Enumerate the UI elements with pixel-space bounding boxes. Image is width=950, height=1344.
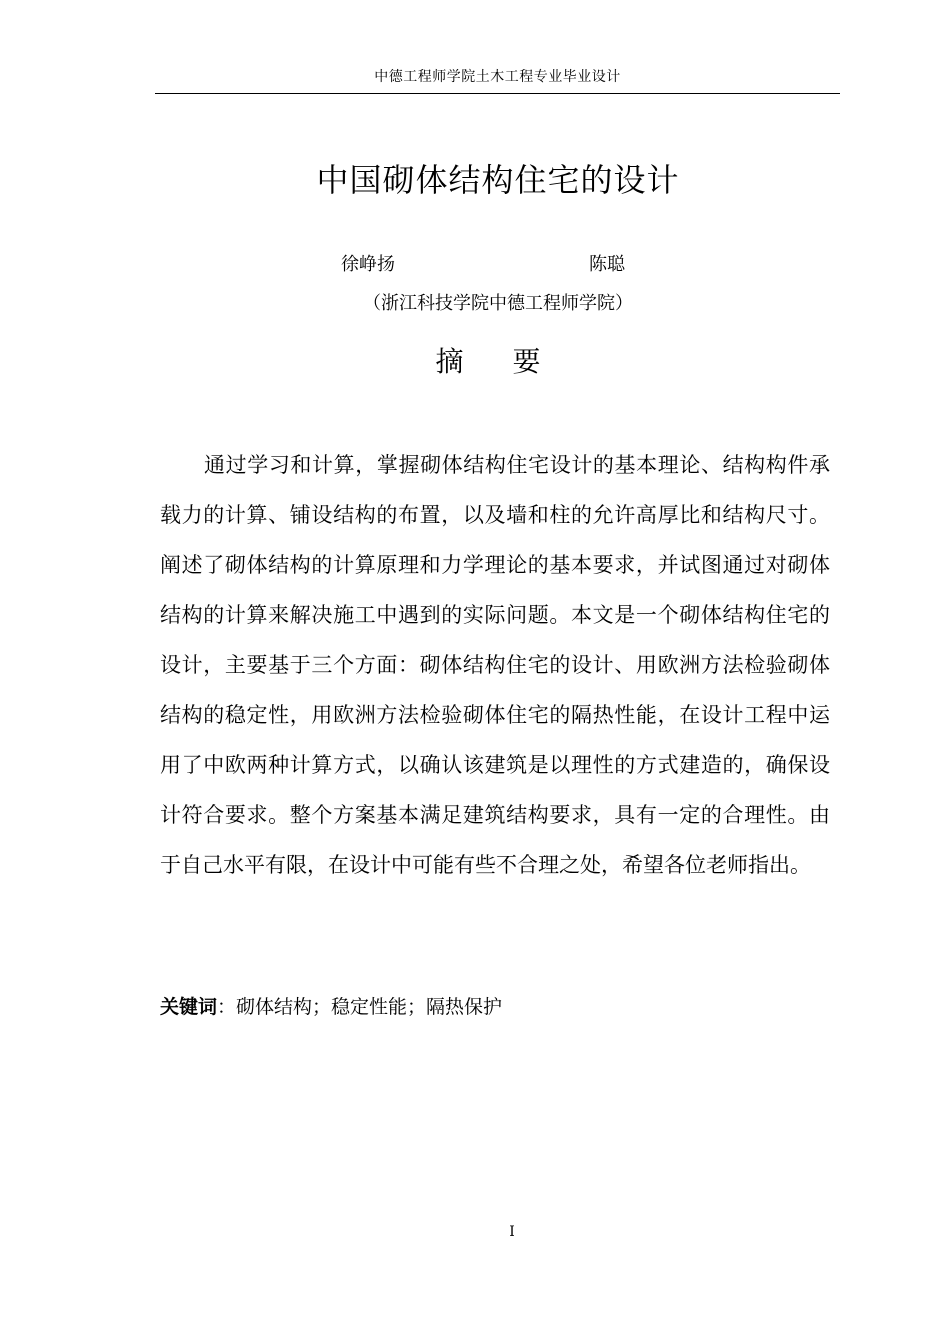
author-affiliation: （浙江科技学院中德工程师学院） [363,293,633,314]
author-name: 陈聪 [589,254,625,275]
page-number: I [509,1224,515,1240]
author-name: 徐峥扬 [341,254,395,275]
header-rule [155,93,840,94]
keywords-separator: ： [217,996,237,1018]
abstract-heading: 摘 要 [435,345,561,378]
keywords-line [160,992,502,1019]
abstract-body: 通过学习和计算，掌握砌体结构住宅设计的基本理论、结构构件承载力的计算、铺设结构的布置，以及墙和柱的允许高厚比和结构尺寸。阐述了砌体结构的计算原理和力学理论的基本要求，并试图通过对砌体结构的计算来解决施工中遇到的实际问题。本文是一个砌体结构住宅的设计，主要基于三个方面：砌体结构住宅的设计、用欧洲方法检验砌体结构的稳定性，用欧洲方法检验砌体住宅的隔热性能，在设计工程中运用了中欧两种计算方式，以确认该建筑是以理性的方式建造的，确保设计符合要求。整个方案基本满足建筑结构要求，具有一定的合理性。由于自己水平有限，在设计中可能有些不合理之处，希望各位老师指出。 [160,453,830,877]
running-header: 中德工程师学院土木工程专业毕业设计 [374,69,621,85]
document-title: 中国砌体结构住宅的设计 [316,161,680,199]
keywords-label: 关键词 [160,996,218,1018]
keywords-value: 砌体结构；稳定性能；隔热保护 [236,996,503,1018]
